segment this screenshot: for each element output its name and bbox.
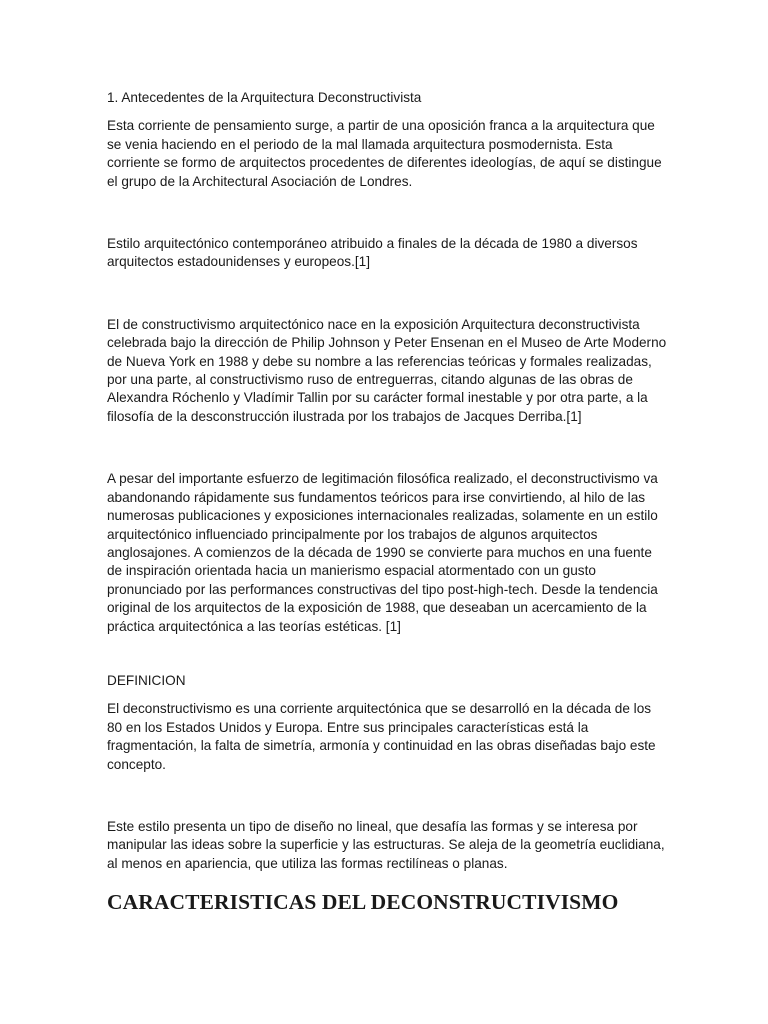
section-heading-definicion: DEFINICION: [107, 672, 186, 688]
document-page: [107, 89, 667, 915]
paragraph-legitimacion: A pesar del importante esfuerzo de legitimación filosófica realizado, el deconstructivismo va abandonando rápidamente sus fundamentos teóricos para irse convirtiendo, al hilo de las numerosas publicaciones y exposiciones internacionales realizadas, solamente en un estilo arquitectónico influenciado principalmente por los trabajos de algunos arquitectos anglosajones. A comienzos de la década de 1990 se convierte para muchos en una fuente de inspiración orientada hacia un manierismo espacial atormentado con un gusto pronunciado por las performances constructivas del tipo post-high-tech. Desde la tendencia original de los arquitectos de la exposición de 1988, que deseaban un acercamiento de la práctica arquitectónica a las teorías estéticas. [1]: [107, 471, 658, 634]
section-heading-antecedentes: 1. Antecedentes de la Arquitectura Deconstructivista: [107, 90, 422, 105]
paragraph-intro: Esta corriente de pensamiento surge, a partir de una oposición franca a la arquitectura que se venia haciendo en el periodo de la mal llamada arquitectura posmodernista. Esta corriente se formo de arquitectos procedentes de diferentes ideologías, de aquí se distingue el grupo de la Architectural Asociación de Londres.: [107, 118, 662, 189]
paragraph-estilo: Estilo arquitectónico contemporáneo atribuido a finales de la década de 1980 a diversos arquitectos estadounidenses y europeos.[1]: [107, 236, 638, 270]
paragraph-exposicion: El de constructivismo arquitectónico nace en la exposición Arquitectura deconstructivista celebrada bajo la dirección de Philip Johnson y Peter Ensenan en el Museo de Arte Moderno de Nueva York en 1988 y debe su nombre a las referencias teóricas y formales realizadas, por una parte, al constructivismo ruso de entreguerras, citando algunas de las obras de Alexandra Róchenlo y Vladímir Tallin por su carácter formal inestable y por otra parte, a la filosofía de la desconstrucción ilustrada por los trabajos de Jacques Derriba.[1]: [107, 316, 667, 424]
paragraph-definicion: El deconstructivismo es una corriente arquitectónica que se desarrolló en la década de los 80 en los Estados Unidos y Europa. Entre sus principales características está la fragmentación, la falta de simetría, armonía y continuidad en las obras diseñadas bajo este concepto.: [107, 701, 656, 772]
paragraph-diseno: Este estilo presenta un tipo de diseño no lineal, que desafía las formas y se interesa por manipular las ideas sobre la superficie y las estructuras. Se aleja de la geometría euclidiana, al menos en apariencia, que utiliza las formas rectilíneas o planas.: [107, 818, 665, 871]
section-title-caracteristicas: CARACTERISTICAS DEL DECONSTRUCTIVISMO: [107, 890, 619, 915]
